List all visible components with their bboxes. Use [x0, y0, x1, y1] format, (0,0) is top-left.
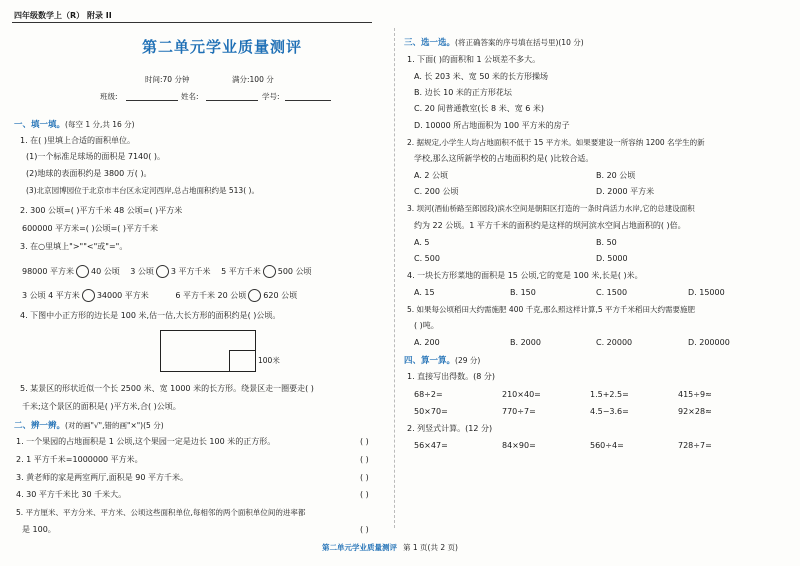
- page-title: 第二单元学业质量测评: [142, 38, 303, 56]
- calc-2-4: 92×28≈: [678, 407, 712, 416]
- s1-q1: 1. 在( )里填上合适的面积单位。: [20, 136, 135, 145]
- s2-item-3: 3. 黄老师的家是两室两厅,面积是 90 平方千米。: [16, 473, 188, 482]
- s3-q5b: ( )吨。: [414, 321, 439, 330]
- s3-q1-option-b: B. 边长 10 米的正方形花坛: [414, 88, 512, 97]
- s3-q5-option-c: C. 20000: [596, 338, 633, 347]
- s3-q3a: 3. 坝河(酒仙桥路至郎园段)滨水空间是朝阳区打造的一条时尚活力水岸,它的总建设面积: [407, 204, 695, 213]
- id-label: 学号:: [262, 92, 280, 101]
- s3-q4-option-d: D. 15000: [688, 288, 725, 297]
- calc-3-3: 560÷4=: [590, 441, 624, 450]
- s2-item-2: 2. 1 平方千米=1000000 平方米。: [16, 455, 143, 464]
- s1-q2a: 2. 300 公顷=( )平方千米 48 公顷=( )平方米: [20, 206, 183, 215]
- s4-q2: 2. 列竖式计算。(12 分): [407, 424, 493, 433]
- s3-q2-option-d: D. 2000 平方米: [596, 187, 655, 196]
- s2-answer-1[interactable]: ( ): [360, 437, 369, 446]
- class-label: 班级:: [100, 92, 118, 101]
- s3-q1-option-a: A. 长 203 米、宽 50 米的长方形操场: [414, 72, 549, 81]
- s3-q2-option-c: C. 200 公顷: [414, 187, 459, 196]
- s2-item-4: 4. 30 平方千米比 30 千米大。: [16, 490, 127, 499]
- full-score: 满分:100 分: [232, 75, 274, 84]
- s3-q5a: 5. 如果每公顷稻田大约需施肥 400 千克,那么照这样计算,5 平方千米稻田大约需要施肥: [407, 305, 696, 314]
- calc-2-1: 50×70=: [414, 407, 448, 416]
- s2-item-5: 5. 平方厘米、平方分米、平方米、公顷这些面积单位,每相邻的两个面积单位间的进率都: [16, 508, 306, 517]
- s1-q1b: (2)地球的表面积约是 3800 万( )。: [26, 169, 152, 178]
- calc-3-2: 84×90=: [502, 441, 536, 450]
- compare-circle[interactable]: [248, 289, 261, 302]
- column-divider: [394, 28, 395, 528]
- s3-q3-option-a: A. 5: [414, 238, 430, 247]
- s3-q4-option-c: C. 1500: [596, 288, 628, 297]
- s3-q4-option-b: B. 150: [510, 288, 536, 297]
- s2-item-1: 1. 一个果园的占地面积是 1 公顷,这个果园一定是边长 100 米的正方形。: [16, 437, 276, 446]
- s1-q3: 3. 在○里填上">""<"或"="。: [20, 242, 128, 251]
- section-1-heading: 一、填一填。(每空 1 分,共 16 分): [14, 120, 135, 130]
- s3-q5-option-b: B. 2000: [510, 338, 541, 347]
- section-2-heading: 二、辨一辨。(对的画"√",错的画"×")(5 分): [14, 421, 164, 431]
- s3-q3-option-d: D. 5000: [596, 254, 628, 263]
- s2-answer-3[interactable]: ( ): [360, 473, 369, 482]
- s2-answer-2[interactable]: ( ): [360, 455, 369, 464]
- calc-1-1: 68÷2=: [414, 390, 443, 399]
- calc-3-1: 56×47=: [414, 441, 448, 450]
- calc-2-2: 770÷7=: [502, 407, 536, 416]
- id-field[interactable]: [285, 100, 331, 101]
- compare-circle[interactable]: [156, 265, 169, 278]
- name-label: 姓名:: [181, 92, 199, 101]
- s1-q5a: 5. 某景区的形状近似一个长 2500 米、宽 1000 米的长方形。绕景区走一圈要走( ): [20, 384, 314, 393]
- s3-q2a: 2. 据规定,小学生人均占地面积不低于 15 平方米。如果要建设一所容纳 1200 名学生的新: [407, 138, 705, 147]
- s2-answer-4[interactable]: ( ): [360, 490, 369, 499]
- calc-1-3: 1.5+2.5=: [590, 390, 629, 399]
- s1-q1c: (3)北京园博园位于北京市丰台区永定河西岸,总占地面积约是 513( )。: [26, 186, 259, 195]
- section-4-heading: 四、算一算。(29 分): [404, 356, 481, 366]
- calc-1-4: 415÷9≈: [678, 390, 712, 399]
- s2-answer-5[interactable]: ( ): [360, 525, 369, 534]
- section-3-heading: 三、选一选。(将正确答案的序号填在括号里)(10 分): [404, 38, 584, 48]
- s3-q2-option-a: A. 2 公顷: [414, 171, 449, 180]
- s1-q4: 4. 下图中小正方形的边长是 100 米,估一估,大长方形的面积约是( )公顷。: [20, 311, 281, 320]
- s3-q1: 1. 下面( )的面积和 1 公顷差不多大。: [407, 55, 541, 64]
- s3-q1-option-d: D. 10000 所占地面积为 100 平方米的房子: [414, 121, 570, 130]
- s3-q2-option-b: B. 20 公顷: [596, 171, 636, 180]
- time-limit: 时间:70 分钟: [145, 75, 190, 84]
- compare-circle[interactable]: [263, 265, 276, 278]
- small-square-figure: [229, 350, 256, 372]
- compare-circle[interactable]: [76, 265, 89, 278]
- s1-q5b: 千米;这个景区的面积是( )平方米,合( )公顷。: [22, 402, 181, 411]
- name-field[interactable]: [206, 100, 258, 101]
- header-rule: [12, 22, 372, 23]
- s1-q1a: (1)一个标准足球场的面积是 7140( )。: [26, 152, 166, 161]
- compare-row-1: 98000 平方米 40 公顷 3 公顷 3 平方千米 5 平方千米 500 公顷: [22, 267, 312, 276]
- calc-3-4: 728÷7=: [678, 441, 712, 450]
- s3-q3-option-b: B. 50: [596, 238, 617, 247]
- s3-q3-option-c: C. 500: [414, 254, 440, 263]
- s4-q1: 1. 直接写出得数。(8 分): [407, 372, 496, 381]
- calc-2-3: 4.5−3.6=: [590, 407, 629, 416]
- compare-circle[interactable]: [82, 289, 95, 302]
- s3-q4: 4. 一块长方形菜地的面积是 15 公顷,它的宽是 100 米,长是( )米。: [407, 271, 643, 280]
- s3-q5-option-d: D. 200000: [688, 338, 730, 347]
- s3-q3b: 约为 22 公顷。1 平方千米的面积约是这样的坝河滨水空间占地面积的( )倍。: [414, 221, 686, 230]
- s3-q1-option-c: C. 20 间普通教室(长 8 米、宽 6 米): [414, 104, 544, 113]
- class-field[interactable]: [126, 100, 178, 101]
- square-side-label: 100米: [258, 356, 280, 365]
- s3-q5-option-a: A. 200: [414, 338, 440, 347]
- calc-1-2: 210×40=: [502, 390, 541, 399]
- s3-q4-option-a: A. 15: [414, 288, 435, 297]
- page-footer: 第二单元学业质量测评 第 1 页(共 2 页): [322, 543, 458, 552]
- s3-q2b: 学校,那么这所新学校的占地面积约是( )比较合适。: [414, 154, 594, 163]
- book-tag: 四年级数学上（R） 附录 II: [14, 11, 112, 20]
- s2-item-5b: 是 100。: [22, 525, 56, 534]
- compare-row-2: 3 公顷 4 平方米 34000 平方米 6 平方千米 20 公顷 620 公顷: [22, 291, 298, 300]
- s1-q2b: 600000 平方米=( )公顷=( )平方千米: [22, 224, 159, 233]
